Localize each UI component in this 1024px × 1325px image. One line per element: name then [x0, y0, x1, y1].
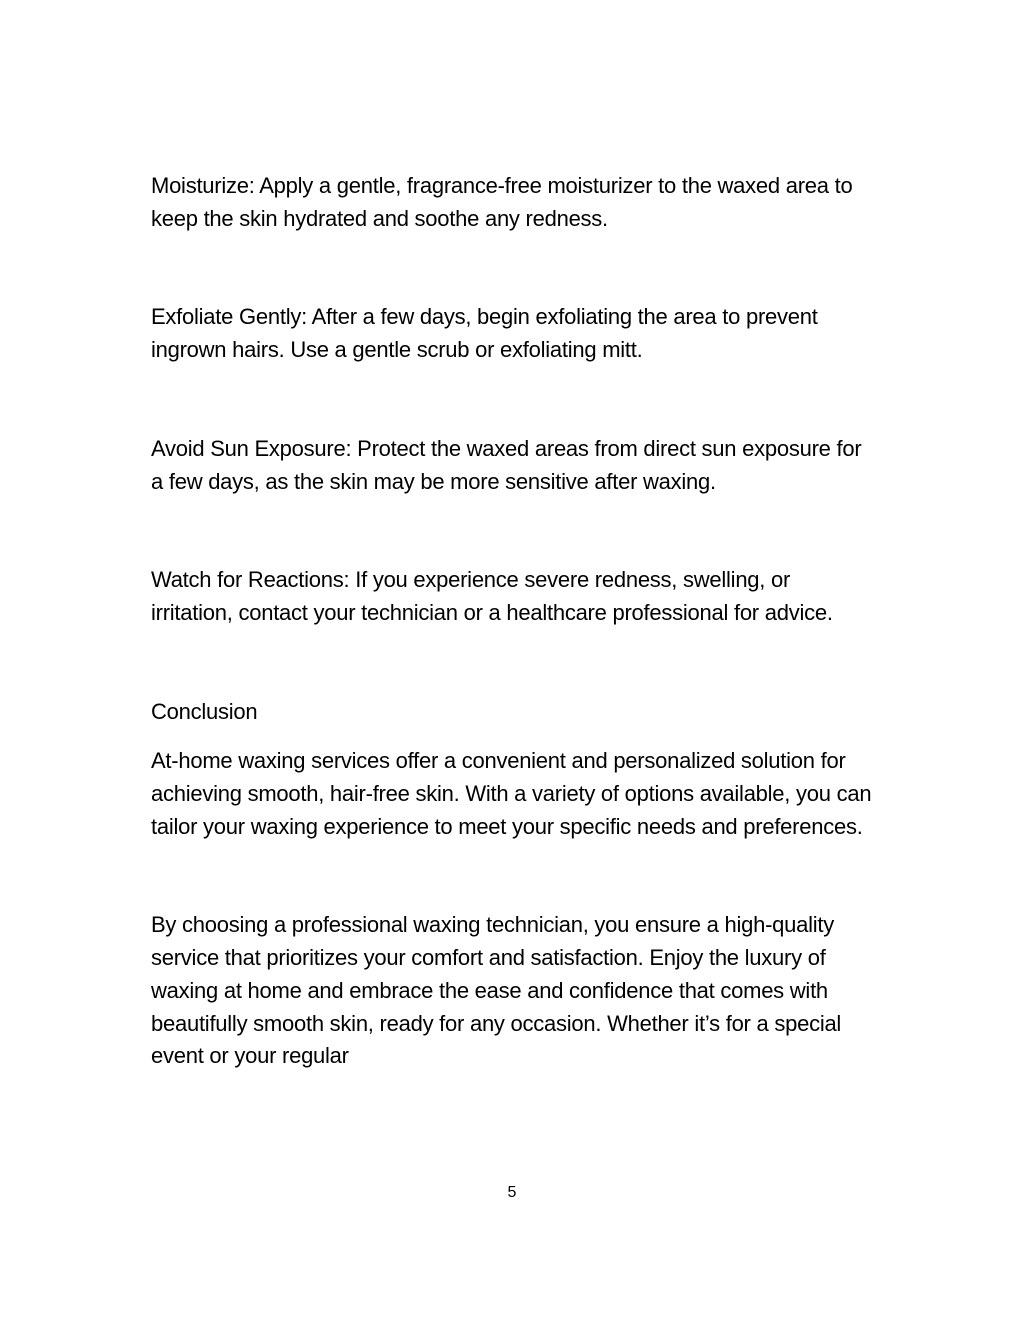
paragraph-conclusion: At-home waxing services offer a convenient and personalized solution for achieving smooth, hair-free skin. With a variety of options available, you can tailor your waxing experience to meet your specific needs and preferences.: [151, 748, 872, 839]
page-number: 5: [507, 1184, 517, 1201]
paragraph-closing: By choosing a professional waxing technician, you ensure a high-quality service that prioritizes your comfort and satisfaction. Enjoy the luxury of waxing at home and embrace the ease and confidence that comes with beautifully smooth skin, ready for any occasion. Whether it’s for a special event or your regular: [151, 912, 842, 1069]
paragraph-moisturize: Moisturize: Apply a gentle, fragrance-free moisturizer to the waxed area to keep the skin hydrated and soothe any redness.: [151, 173, 853, 231]
paragraph-spacer: [151, 843, 876, 909]
paragraph-spacer: [151, 235, 876, 301]
paragraph-spacer: [151, 728, 876, 745]
paragraph-spacer: [151, 630, 876, 696]
paragraph-exfoliate: Exfoliate Gently: After a few days, begin exfoliating the area to prevent ingrown hairs. Use a gentle scrub or exfoliating mitt.: [151, 304, 818, 363]
paragraph-spacer: [151, 498, 876, 564]
paragraph-sun-exposure: Avoid Sun Exposure: Protect the waxed areas from direct sun exposure for a few days, as the skin may be more sensitive after waxing.: [151, 435, 862, 494]
paragraph-reactions: Watch for Reactions: If you experience severe redness, swelling, or irritation, contact your technician or a healthcare professional for advice.: [151, 567, 833, 625]
page-body: [151, 170, 876, 1073]
section-heading-conclusion: Conclusion: [151, 698, 258, 724]
paragraph-spacer: [151, 367, 876, 433]
